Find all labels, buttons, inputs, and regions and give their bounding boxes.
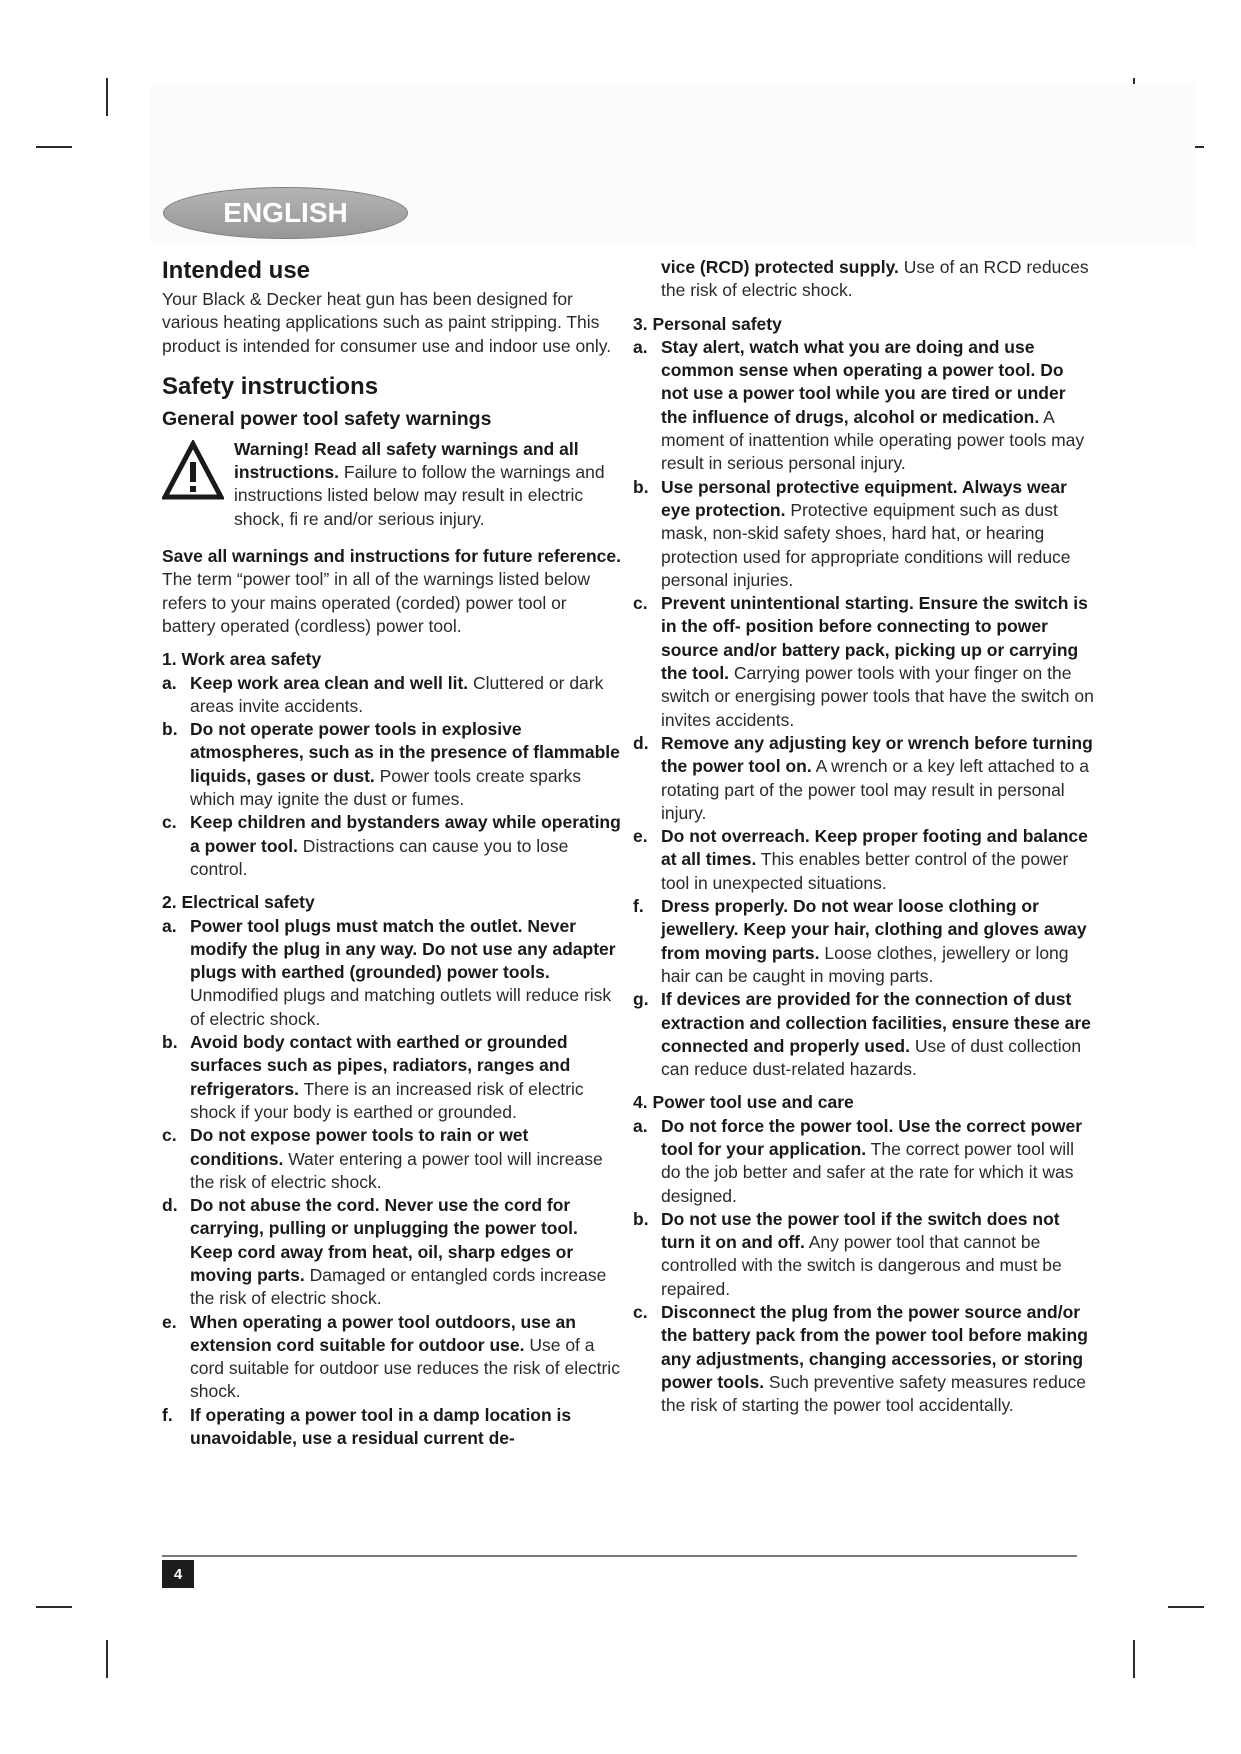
item-bold: Do not abuse the cord. Never use the cord for carrying, pulling or unplugging the power tool. Keep cord away from heat, oil, sharp edges or moving parts. <box>190 1195 578 1285</box>
item-bold: Do not operate power tools in explosive atmospheres, such as in the presence of flammable liquids, gases or dust. <box>190 719 620 786</box>
item-label: c. <box>162 1125 177 1146</box>
item-body: Such preventive safety measures reduce the risk of starting the power tool accidentally. <box>661 1371 1087 1416</box>
item-body: A wrench or a key left attached to a rotating part of the power tool may result in personal injury. <box>661 756 1089 823</box>
item-bold: Do not expose power tools to rain or wet conditions. <box>190 1125 529 1169</box>
list-item <box>633 476 1095 592</box>
tool-use-heading: 4. Power tool use and care <box>633 1092 854 1113</box>
list-item <box>162 915 624 1031</box>
save-bold: Save all warnings and instructions for future reference. <box>162 546 622 567</box>
item-bold: If operating a power tool in a damp location is unavoidable, use a residual current de- <box>190 1404 572 1449</box>
list-item <box>633 1208 1095 1301</box>
crop-mark-top-left-vertical <box>106 78 108 116</box>
crop-mark-top-left-horizontal <box>36 146 72 148</box>
general-warnings-heading: General power tool safety warnings <box>162 407 492 430</box>
item-body: Use of a cord suitable for outdoor use reduces the risk of electric shock. <box>190 1334 620 1402</box>
item-label: b. <box>162 719 178 740</box>
item-text <box>661 256 1095 303</box>
item-text <box>190 1194 624 1310</box>
item-text <box>661 732 1095 825</box>
list-item <box>162 811 624 881</box>
warning-triangle-icon <box>162 440 224 502</box>
item-text <box>661 336 1095 476</box>
item-label: d. <box>633 732 649 753</box>
list-item <box>162 1194 624 1310</box>
item-bold: Keep work area clean and well lit. <box>190 672 469 693</box>
item-bold: Use personal protective equipment. Always wear eye protection. <box>661 476 1067 520</box>
intended-use-text: Your Black & Decker heat gun has been designed for various heating applications such as paint stripping. This product is intended for consumer use and indoor use only. <box>162 289 612 356</box>
item-bold: Avoid body contact with earthed or grounded surfaces such as pipes, radiators, ranges and refrigerators. <box>190 1032 571 1099</box>
item-bold: Disconnect the plug from the power source and/or the battery pack from the power tool before making any adjustments, changing accessories, or storing power tools. <box>661 1302 1088 1392</box>
item-label: f. <box>162 1404 173 1425</box>
item-bold: Keep children and bystanders away while operating a power tool. <box>190 812 621 856</box>
item-body: Unmodified plugs and matching outlets will reduce risk of electric shock. <box>190 985 612 1029</box>
warning-bold: Warning! Read all safety warnings and all instructions. <box>234 438 579 483</box>
item-label: b. <box>633 476 649 497</box>
item-text <box>190 1031 624 1124</box>
item-text <box>661 476 1095 592</box>
save-body: The term “power tool” in all of the warnings listed below refers to your mains operated (corded) power tool or battery operated (cordless) power tool. <box>162 569 590 636</box>
list-item <box>162 1404 624 1451</box>
item-body: Any power tool that cannot be controlled with the switch is dangerous and must be repaired. <box>661 1232 1062 1299</box>
item-label: e. <box>633 826 648 847</box>
item-body: Use of an RCD reduces the risk of electric shock. <box>661 257 1089 301</box>
list-item <box>633 1115 1095 1208</box>
item-bold: vice (RCD) protected supply. <box>661 257 899 277</box>
item-label: b. <box>162 1032 178 1053</box>
item-text <box>661 988 1095 1081</box>
warning-text <box>234 438 624 531</box>
item-text <box>190 1124 624 1194</box>
list-item <box>633 732 1095 825</box>
item-body: This enables better control of the power tool in unexpected situations. <box>661 849 1069 893</box>
crop-mark-bottom-right-vertical <box>1133 1640 1135 1678</box>
item-body: Loose clothes, jewellery or long hair can be caught in moving parts. <box>661 942 1069 986</box>
list-item <box>633 592 1095 732</box>
item-label: a. <box>633 1115 648 1136</box>
item-text <box>661 825 1095 895</box>
item-bold: Power tool plugs must match the outlet. Never modify the plug in any way. Do not use any adapter plugs with earthed (grounded) power tools. <box>190 915 616 983</box>
item-label: g. <box>633 989 649 1010</box>
list-item <box>633 825 1095 895</box>
item-text <box>190 1404 624 1451</box>
list-item <box>162 1124 624 1194</box>
item-label: a. <box>162 915 177 936</box>
item-label: e. <box>162 1311 177 1332</box>
footer-rule <box>162 1555 1077 1557</box>
warning-body: Failure to follow the warnings and instructions listed below may result in electric shock, fi re and/or serious injury. <box>234 462 605 529</box>
list-item <box>633 1301 1095 1417</box>
list-item <box>633 895 1095 988</box>
item-text <box>661 895 1095 988</box>
item-label: c. <box>633 1302 648 1323</box>
item-bold: Do not overreach. Keep proper footing and balance at all times. <box>661 826 1088 870</box>
item-body: Distractions can cause you to lose control. <box>190 835 569 879</box>
crop-mark-bottom-left-vertical <box>106 1640 108 1678</box>
item-body: Water entering a power tool will increase the risk of electric shock. <box>190 1148 603 1192</box>
item-label: a. <box>633 336 648 357</box>
personal-safety-heading: 3. Personal safety <box>633 313 782 334</box>
item-bold: Do not force the power tool. Use the correct power tool for your application. <box>661 1115 1083 1159</box>
item-text <box>190 718 624 811</box>
item-body: Protective equipment such as dust mask, non-skid safety shoes, hard hat, or hearing protection used for appropriate conditions will reduce personal injuries. <box>661 499 1071 590</box>
item-text <box>661 1115 1095 1208</box>
list-item <box>162 1311 624 1404</box>
page-number: 4 <box>162 1560 194 1588</box>
left-column <box>162 256 624 1450</box>
item-body: There is an increased risk of electric shock if your body is earthed or grounded. <box>190 1078 584 1122</box>
item-body: Cluttered or dark areas invite accidents. <box>190 672 604 716</box>
right-column <box>633 256 1095 1418</box>
list-item <box>162 672 624 719</box>
crop-mark-bottom-right-horizontal <box>1168 1606 1204 1608</box>
item-label: b. <box>633 1208 649 1229</box>
item-bold: Dress properly. Do not wear loose clothing or jewellery. Keep your hair, clothing and gloves away from moving parts. <box>661 896 1087 963</box>
item-body: Damaged or entangled cords increase the risk of electric shock. <box>190 1264 607 1309</box>
list-item <box>162 718 624 811</box>
language-tab: ENGLISH <box>163 187 408 239</box>
item-bold: Remove any adjusting key or wrench before turning the power tool on. <box>661 732 1093 777</box>
list-item <box>633 988 1095 1081</box>
item-text <box>661 1301 1095 1417</box>
item-text <box>661 1208 1095 1301</box>
item-text <box>190 915 624 1031</box>
crop-mark-bottom-left-horizontal <box>36 1606 72 1608</box>
item-label: c. <box>633 593 648 614</box>
item-body: The correct power tool will do the job better and safer at the rate for which it was designed. <box>661 1138 1074 1206</box>
item-label: d. <box>162 1195 178 1216</box>
item-label: c. <box>162 812 177 833</box>
intended-use-heading: Intended use <box>162 257 311 284</box>
item-label: f. <box>633 896 644 917</box>
item-text <box>190 811 624 881</box>
item-bold: When operating a power tool outdoors, use an extension cord suitable for outdoor use. <box>190 1311 576 1355</box>
item-label-spacer <box>633 256 661 303</box>
item-body: A moment of inattention while operating power tools may result in serious personal injury. <box>661 406 1085 474</box>
list-item <box>162 1031 624 1124</box>
item-bold: Do not use the power tool if the switch does not turn it on and off. <box>661 1208 1060 1253</box>
item-body: Use of dust collection can reduce dust-related hazards. <box>661 1035 1082 1080</box>
item-body: Carrying power tools with your finger on the switch or energising power tools that have the switch on invites accidents. <box>661 663 1094 730</box>
list-item <box>633 336 1095 476</box>
warning-block <box>162 438 624 531</box>
item-bold: Prevent unintentional starting. Ensure the switch is in the off- position before connecting to power source and/or battery pack, picking up or carrying the tool. <box>661 593 1088 684</box>
safety-instructions-heading: Safety instructions <box>162 372 379 400</box>
electrical-heading: 2. Electrical safety <box>162 892 315 913</box>
item-bold: Stay alert, watch what you are doing and use common sense when operating a power tool. Do not use a power tool while you are tired or under the influence of drugs, alcohol or medication. <box>661 336 1066 427</box>
item-text <box>661 592 1095 732</box>
item-text <box>190 1311 624 1404</box>
item-text <box>190 672 624 719</box>
item-body: Power tools create sparks which may ignite the dust or fumes. <box>190 765 581 810</box>
save-instructions <box>162 545 624 638</box>
work-area-heading: 1. Work area safety <box>162 649 322 670</box>
list-item-continuation <box>633 256 1095 303</box>
item-label: a. <box>162 672 177 693</box>
item-bold: If devices are provided for the connection of dust extraction and collection facilities, ensure these are connected and properly used. <box>661 989 1091 1056</box>
